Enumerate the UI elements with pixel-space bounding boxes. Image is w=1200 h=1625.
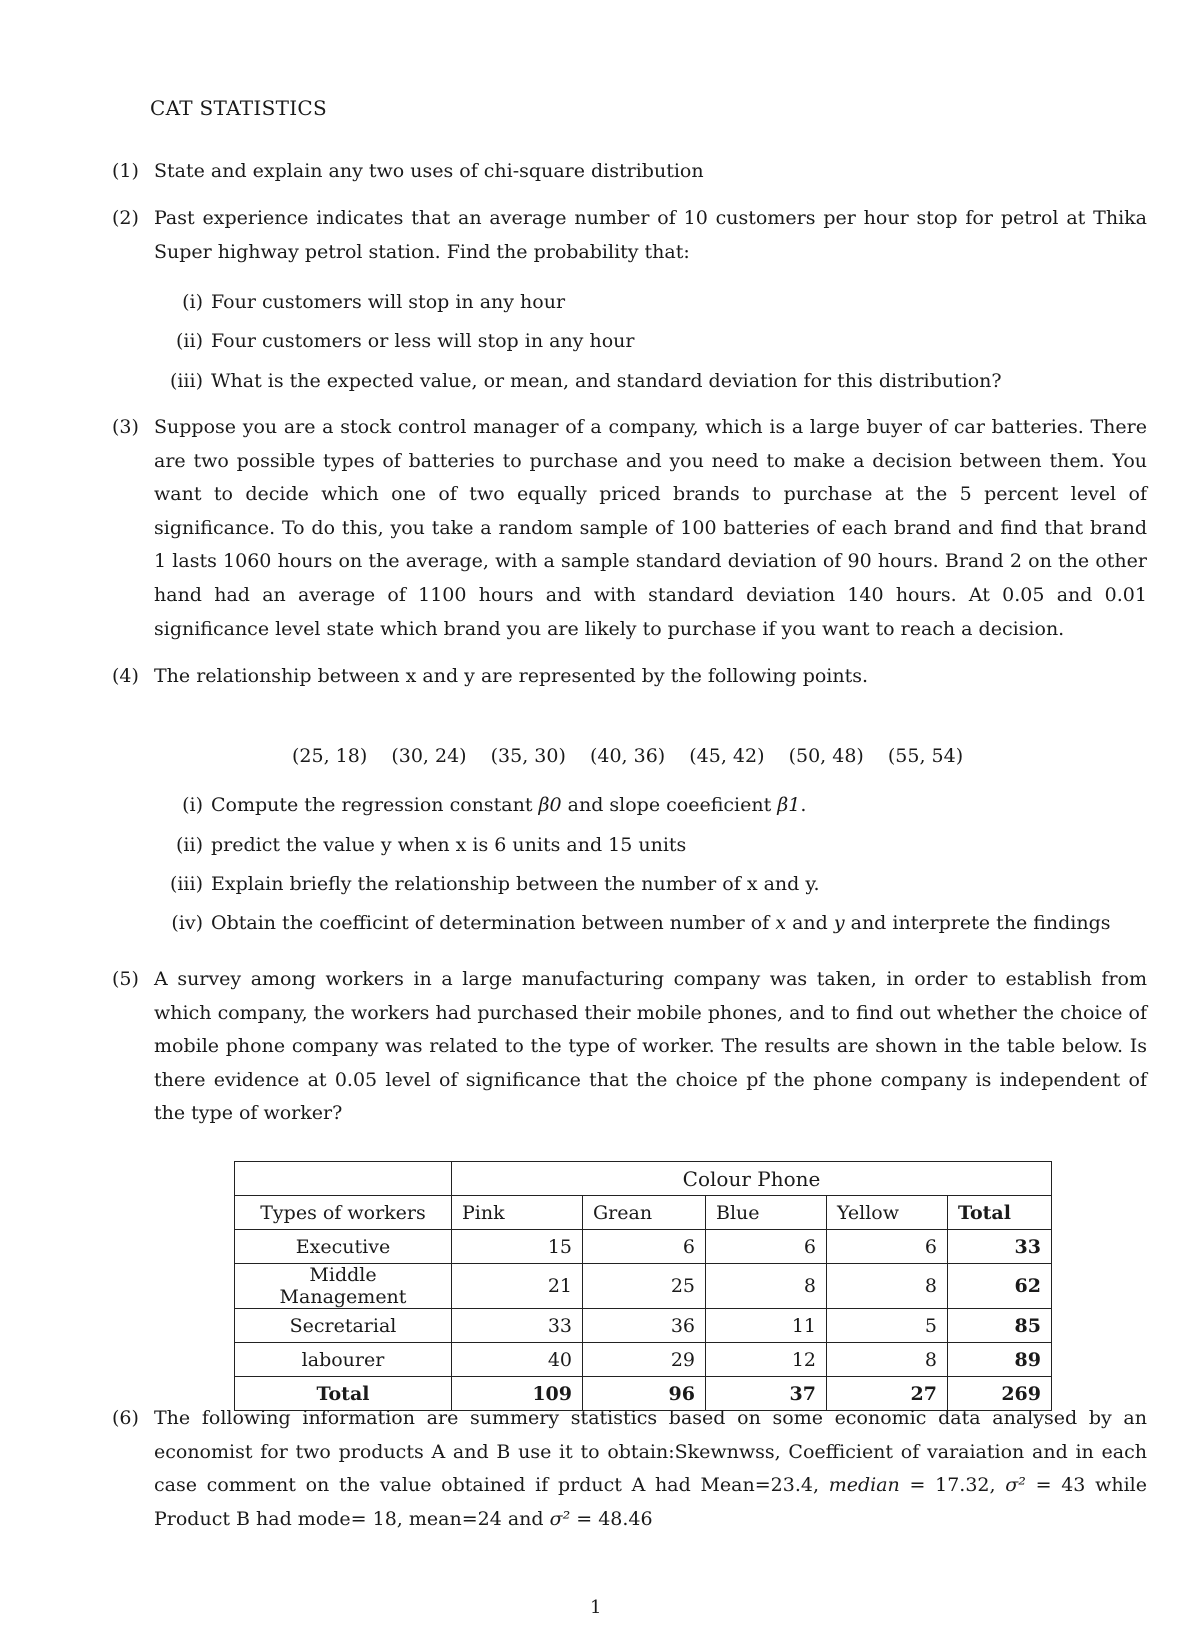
column-header: Grean [583,1196,706,1230]
table-cell: 12 [706,1343,827,1377]
table-cell: 269 [948,1377,1052,1411]
sub-number: (ii) [176,834,203,856]
table-cell: 6 [706,1230,827,1264]
sub-text: and slope coeeficient [561,794,778,816]
column-header: Yellow [827,1196,948,1230]
sub-number: (iv) [171,912,203,934]
question-2-sub-iii [155,366,1145,396]
table-cell: 96 [583,1377,706,1411]
sub-text: . [800,794,807,816]
table-cell: 27 [827,1377,948,1411]
data-points [292,745,981,767]
row-label: labourer [235,1343,452,1377]
sub-text: and [786,912,834,934]
sub-text: What is the expected value, or mean, and standard deviation for this distribution? [211,370,1002,392]
page-title: CAT STATISTICS [150,96,328,120]
group-header: Colour Phone [452,1162,1052,1196]
question-number: (4) [112,665,139,687]
question-text-part: = 43 while Product B had mode= 18, mean=24 and [154,1474,1147,1530]
question-5 [112,963,1147,1131]
question-6 [112,1402,1147,1536]
table-row [235,1343,1052,1377]
question-text-part: = 17.32, [899,1474,1006,1497]
page-number: 1 [590,1597,602,1618]
table-cell: 8 [827,1264,948,1309]
table-cell: 109 [452,1377,583,1411]
question-number: (5) [112,968,139,990]
question-text: Past experience indicates that an average number of 10 customers per hour stop for petrol at Thika Super highway petrol station. Find the probability that: [154,207,1147,263]
table-header-row [235,1196,1052,1230]
sub-number: (iii) [169,370,203,392]
question-3 [112,411,1147,646]
row-label: Secretarial [235,1309,452,1343]
question-2-sub-ii [155,326,1145,356]
question-4 [112,660,1147,694]
table-cell: 5 [827,1309,948,1343]
data-point: (45, 42) [689,745,765,767]
y-symbol: y [833,912,845,934]
table-cell: 85 [948,1309,1052,1343]
sigma-squared-symbol: σ² [1005,1474,1026,1497]
table-cell: 89 [948,1343,1052,1377]
table-cell: 40 [452,1343,583,1377]
sub-number: (i) [182,291,203,313]
question-text: A survey among workers in a large manufacturing company was taken, in order to establish from which company, the workers had purchased their mobile phones, and to find out whether the choice of mobile phone company was related to the type of worker. The results are shown in the table below. Is there evidence at 0.05 level of significance that the choice pf the phone company is independent of the type of worker? [154,968,1147,1125]
data-point: (30, 24) [391,745,467,767]
question-text: The relationship between x and y are represented by the following points. [154,665,869,687]
beta0-symbol: β0 [538,794,562,816]
sub-text: Obtain the coefficint of determination between number of [211,912,776,934]
table-header-row [235,1162,1052,1196]
x-symbol: x [775,912,787,934]
sub-text: Compute the regression constant [211,794,539,816]
table-cell: 36 [583,1309,706,1343]
sub-number: (ii) [176,330,203,352]
sub-number: (iii) [169,873,203,895]
column-header: Total [948,1196,1052,1230]
table-cell: 62 [948,1264,1052,1309]
worker-phone-table [234,1161,1052,1411]
sub-text: Explain briefly the relationship between the number of x and y. [211,873,820,895]
sigma-squared-symbol: σ² [549,1507,571,1530]
row-label: Middle Management [235,1264,452,1309]
question-text [154,1402,1147,1536]
table-cell: 15 [452,1230,583,1264]
data-point: (50, 48) [788,745,864,767]
table-cell: 33 [948,1230,1052,1264]
column-header: Pink [452,1196,583,1230]
table-cell: 29 [583,1343,706,1377]
question-number: (1) [112,160,139,182]
question-text-part: = 48.46 [570,1507,653,1530]
table-cell: 6 [827,1230,948,1264]
table-cell: 21 [452,1264,583,1309]
table-cell: 8 [706,1264,827,1309]
question-4-sub-iii [155,869,1145,899]
data-point: (55, 54) [887,745,964,767]
question-1 [112,155,1147,189]
table-cell: 8 [827,1343,948,1377]
question-4-sub-i [155,790,1145,820]
table-cell: 25 [583,1264,706,1309]
table-cell [235,1162,452,1196]
question-number: (6) [112,1407,139,1429]
column-header: Types of workers [235,1196,452,1230]
question-number: (3) [112,416,139,438]
sub-number: (i) [182,794,203,816]
table-row [235,1309,1052,1343]
sub-text: Four customers will stop in any hour [211,291,566,313]
question-2-sub-i [155,287,1145,317]
question-4-sub-ii [155,830,1145,860]
table-cell: 33 [452,1309,583,1343]
beta1-symbol: β1 [777,794,801,816]
question-text: State and explain any two uses of chi-square distribution [154,160,704,182]
sub-text: Four customers or less will stop in any hour [211,330,635,352]
question-text: Suppose you are a stock control manager of a company, which is a large buyer of car batteries. There are two possible types of batteries to purchase and you need to make a decision between them. You want to decide which one of two equally priced brands to purchase at the 5 percent level of significance. To do this, you take a random sample of 100 batteries of each brand and find that brand 1 lasts 1060 hours on the average, with a sample standard deviation of 90 hours. Brand 2 on the other hand had an average of 1100 hours and with standard deviation 140 hours. At 0.05 and 0.01 significance level state which brand you are likely to purchase if you want to reach a decision. [154,416,1147,640]
sub-text: predict the value y when x is 6 units and 15 units [211,834,687,856]
data-point: (40, 36) [589,745,666,767]
row-label: Total [235,1377,452,1411]
row-label: Executive [235,1230,452,1264]
table-row [235,1264,1052,1309]
question-4-sub-iv [155,908,1145,938]
column-header: Blue [706,1196,827,1230]
question-2 [112,202,1147,269]
question-text-part: The following information are summery statistics based on some economic data analysed by an economist for two products A and B use it to obtain:Skewnwss, Coefficient of varaiation and in each case comment on the value obtained if prduct A had Mean=23.4, [154,1407,1147,1497]
question-number: (2) [112,207,139,229]
table-cell: 11 [706,1309,827,1343]
sub-text: and interprete the findings [844,912,1111,934]
table-cell: 37 [706,1377,827,1411]
table-row [235,1230,1052,1264]
table-cell: 6 [583,1230,706,1264]
median-symbol: median [828,1474,900,1497]
data-point: (25, 18) [292,745,368,767]
data-point: (35, 30) [490,745,566,767]
